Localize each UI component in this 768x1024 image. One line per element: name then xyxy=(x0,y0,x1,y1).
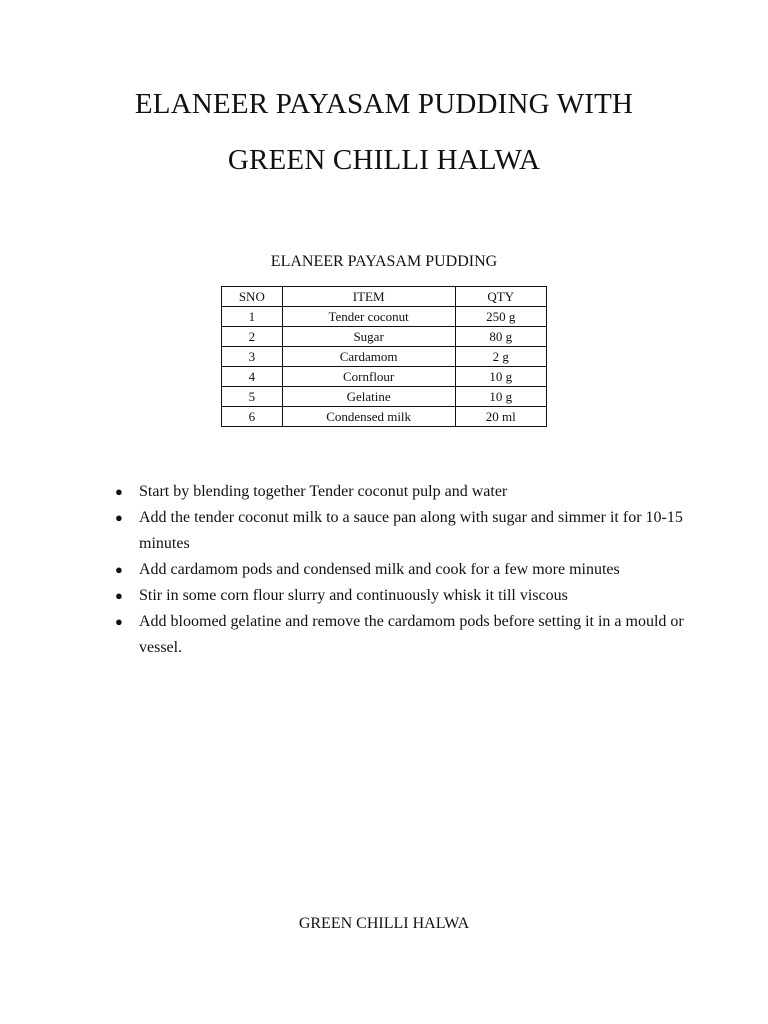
cell-sno: 2 xyxy=(222,327,283,347)
table-row xyxy=(222,307,547,327)
cell-sno: 3 xyxy=(222,347,283,367)
cell-sno: 5 xyxy=(222,387,283,407)
column-header-item: ITEM xyxy=(282,287,455,307)
page-title-line-2: GREEN CHILLI HALWA xyxy=(227,144,541,176)
column-header-qty: QTY xyxy=(455,287,546,307)
table-row xyxy=(222,327,547,347)
table-row xyxy=(222,347,547,367)
list-item xyxy=(113,557,688,583)
section-heading-pudding: ELANEER PAYASAM PUDDING xyxy=(270,253,498,270)
step-text: Start by blending together Tender coconut pulp and water xyxy=(139,483,508,500)
cell-qty: 80 g xyxy=(455,327,546,347)
cell-qty: 10 g xyxy=(455,387,546,407)
table-row xyxy=(222,367,547,387)
bullet-icon: ● xyxy=(115,588,123,603)
cell-item: Tender coconut xyxy=(282,307,455,327)
bullet-icon: ● xyxy=(115,562,123,577)
cell-sno: 4 xyxy=(222,367,283,387)
step-text: Add cardamom pods and condensed milk and cook for a few more minutes xyxy=(139,561,620,578)
cell-qty: 10 g xyxy=(455,367,546,387)
list-item xyxy=(113,609,688,661)
step-text: Add the tender coconut milk to a sauce pan along with sugar and simmer it for 10-15 minutes xyxy=(139,509,683,552)
table-row xyxy=(222,387,547,407)
cell-sno: 6 xyxy=(222,407,283,427)
bullet-icon: ● xyxy=(115,614,123,629)
column-header-sno: SNO xyxy=(222,287,283,307)
table-header-row xyxy=(222,287,547,307)
cell-item: Cornflour xyxy=(282,367,455,387)
list-item xyxy=(113,583,688,609)
step-text: Add bloomed gelatine and remove the cardamom pods before setting it in a mould or vessel. xyxy=(139,613,684,656)
cell-qty: 20 ml xyxy=(455,407,546,427)
table-row xyxy=(222,407,547,427)
section-heading-halwa: GREEN CHILLI HALWA xyxy=(298,915,470,932)
cell-item: Sugar xyxy=(282,327,455,347)
cell-qty: 2 g xyxy=(455,347,546,367)
cell-sno: 1 xyxy=(222,307,283,327)
cell-item: Gelatine xyxy=(282,387,455,407)
page-title-line-1: ELANEER PAYASAM PUDDING WITH xyxy=(134,88,634,120)
ingredients-table xyxy=(221,286,547,427)
step-text: Stir in some corn flour slurry and continuously whisk it till viscous xyxy=(139,587,568,604)
bullet-icon: ● xyxy=(115,510,123,525)
list-item xyxy=(113,505,688,557)
method-steps-list xyxy=(113,479,688,661)
cell-item: Cardamom xyxy=(282,347,455,367)
cell-qty: 250 g xyxy=(455,307,546,327)
list-item xyxy=(113,479,688,505)
cell-item: Condensed milk xyxy=(282,407,455,427)
bullet-icon: ● xyxy=(115,484,123,499)
